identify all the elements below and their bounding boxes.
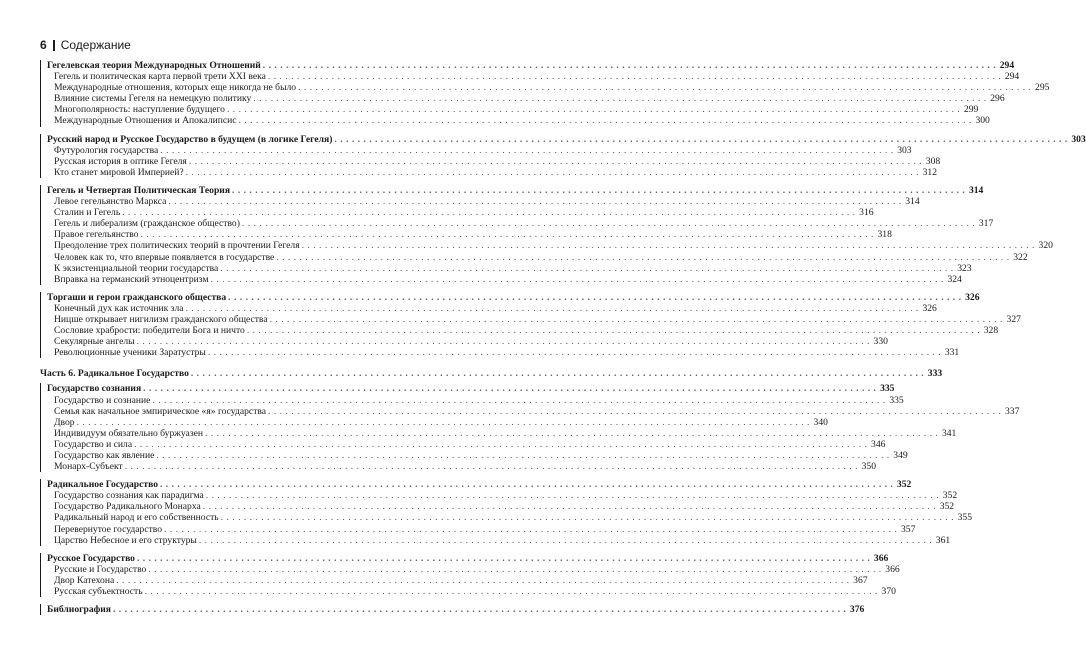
entry-page: 335 <box>889 394 904 406</box>
leader-dots <box>208 347 941 358</box>
leader-dots <box>205 428 938 439</box>
bibliography-block <box>40 604 865 616</box>
leader-dots <box>160 145 893 156</box>
leader-dots <box>168 196 901 207</box>
entry-page: 295 <box>1035 82 1050 94</box>
section-entry[interactable] <box>47 313 1021 325</box>
chapter-group <box>40 291 1021 359</box>
leader-dots <box>263 60 996 71</box>
entry-page: 294 <box>999 60 1015 71</box>
entry-page: 317 <box>978 218 994 230</box>
leader-dots <box>253 93 986 104</box>
bibliography-title: Библиография <box>47 604 111 616</box>
entry-title: Монарх-Субъект <box>54 461 123 473</box>
entry-title: Гегель и политическая карта первой трети XXI века <box>54 71 266 83</box>
entry-title: Радикальное Государство <box>47 479 158 491</box>
leader-dots <box>268 406 1001 417</box>
entry-title: Государство Радикального Монарха <box>54 501 201 513</box>
entry-title: Русский народ и Русское Государство в будущем (в логике Гегеля) <box>47 133 333 145</box>
leader-dots <box>247 325 980 336</box>
leader-dots <box>145 586 878 597</box>
entry-page: 335 <box>880 383 895 395</box>
entry-page: 326 <box>922 302 937 314</box>
leader-dots <box>189 156 922 167</box>
entry-page: 361 <box>935 534 951 546</box>
section-entry[interactable] <box>47 523 916 535</box>
entry-title: Государство сознания как парадигма <box>54 490 204 502</box>
leader-dots <box>125 461 858 472</box>
entry-page: 366 <box>873 552 889 564</box>
entry-title: Радикальный народ и его собственность <box>54 512 219 524</box>
entry-title: Человек как то, что впервые появляется в государстве <box>54 251 275 263</box>
leader-dots <box>232 185 965 196</box>
entry-title: Вправка на германский этноцентризм <box>54 273 209 285</box>
section-entry[interactable] <box>47 196 920 208</box>
leader-dots <box>116 575 849 586</box>
section-entry[interactable] <box>47 104 979 116</box>
section-entry[interactable] <box>47 347 960 359</box>
chapter-block <box>40 383 1020 473</box>
chapter-groups <box>40 60 1086 359</box>
leader-dots <box>302 240 1035 251</box>
entry-page: 352 <box>896 479 912 491</box>
leader-dots <box>334 134 1067 145</box>
table-of-contents <box>40 60 1086 616</box>
entry-title: Государство сознания <box>47 383 142 395</box>
entry-title: Государство и сознание <box>54 394 151 406</box>
leader-dots <box>239 115 972 126</box>
entry-title: Секулярные ангелы <box>54 336 135 348</box>
section-entry[interactable] <box>47 155 941 167</box>
entry-title: Гегель и либерализм (гражданское общество) <box>54 218 240 230</box>
section-entry[interactable] <box>47 450 908 461</box>
entry-title: Перевернутое государство <box>54 523 163 535</box>
leader-dots <box>143 383 876 394</box>
chapter-entry[interactable] <box>47 184 984 196</box>
entry-page: 323 <box>957 262 972 274</box>
entry-title: Конечный дух как источник зла <box>54 302 184 314</box>
header-divider <box>53 40 55 51</box>
leader-dots <box>220 263 953 274</box>
section-entry[interactable] <box>47 229 892 241</box>
entry-title: Семья как начальное эмпирическое «я» государства <box>54 405 267 417</box>
entry-page: 341 <box>941 427 957 439</box>
entry-title: Индивидуум обязательно буржуазен <box>54 427 204 439</box>
page-number: 6 <box>40 38 47 52</box>
section-entry[interactable] <box>47 586 896 598</box>
entry-page: 340 <box>813 416 828 428</box>
section-entry[interactable] <box>47 427 957 439</box>
entry-title: Правое гегельянство <box>54 229 139 241</box>
entry-page: 320 <box>1038 240 1053 252</box>
leader-dots <box>137 553 870 564</box>
leader-dots <box>228 292 961 303</box>
entry-title: Сословие храбрости: победители Бога и ничто <box>54 325 245 337</box>
leader-dots <box>221 512 954 523</box>
entry-page: 330 <box>873 336 888 348</box>
entry-title: К экзистенциальной теории государства <box>54 262 219 274</box>
leader-dots <box>199 535 932 546</box>
section-entry[interactable] <box>47 93 1005 105</box>
entry-title: Ницше открывает нигилизм гражданского общества <box>54 313 268 325</box>
section-entry[interactable] <box>47 251 1028 263</box>
entry-page: 324 <box>947 273 962 285</box>
leader-dots <box>122 207 855 218</box>
chapter-entry[interactable] <box>47 552 889 564</box>
entry-title: Многополярность: наступление будущего <box>54 104 225 116</box>
entry-title: Царство Небесное и его структуры <box>54 534 197 546</box>
chapter-entry[interactable] <box>47 479 912 491</box>
chapter-group <box>40 383 1020 473</box>
chapter-entry[interactable] <box>47 133 1086 145</box>
entry-page: 314 <box>905 196 920 208</box>
leader-dots <box>113 604 846 615</box>
chapter-group <box>40 133 1086 178</box>
entry-page: 322 <box>1013 251 1028 263</box>
leader-dots <box>227 104 960 115</box>
section-entry[interactable] <box>47 240 1053 252</box>
section-entry[interactable] <box>47 512 972 524</box>
chapter-block <box>40 479 972 546</box>
leader-dots <box>186 167 919 178</box>
entry-page: 355 <box>957 512 972 524</box>
entry-page: 294 <box>1004 71 1020 83</box>
leader-dots <box>276 252 1009 263</box>
section-entry[interactable] <box>47 144 912 156</box>
leader-dots <box>268 71 1001 82</box>
section-entry[interactable] <box>47 336 888 348</box>
entry-title: Русские и Государство <box>54 563 147 575</box>
entry-title: Международные отношения, которых еще никогда не было <box>54 82 297 94</box>
chapter-block <box>40 60 1050 127</box>
entry-title: Футурология государства <box>54 144 159 156</box>
entry-title: Двор <box>54 416 75 428</box>
chapter-group <box>40 60 1050 127</box>
entry-page: 352 <box>939 501 955 513</box>
section-entry[interactable] <box>47 207 874 219</box>
part-title: Часть 6. Радикальное Государство <box>40 368 189 380</box>
section-entry[interactable] <box>47 325 999 337</box>
entry-page: 328 <box>983 325 999 337</box>
leader-dots <box>156 450 889 461</box>
entry-title: Торгаши и герои гражданского общества <box>47 291 227 303</box>
section-entry[interactable] <box>47 405 1020 417</box>
page-header <box>40 38 131 52</box>
section-entry[interactable] <box>47 534 951 546</box>
entry-title: Русская субъектность <box>54 586 143 598</box>
entry-page: 314 <box>968 184 984 196</box>
entry-title: Двор Катехона <box>54 574 115 586</box>
section-entry[interactable] <box>47 273 962 285</box>
chapter-group <box>40 184 1053 285</box>
leader-dots <box>186 303 919 314</box>
section-entry[interactable] <box>47 563 900 575</box>
entry-page: 337 <box>1004 405 1020 417</box>
entry-page: 352 <box>942 490 958 502</box>
entry-page: 303 <box>1071 133 1086 145</box>
entry-page: 296 <box>990 93 1005 105</box>
section-entry[interactable] <box>47 82 1050 94</box>
chapter-group <box>40 552 900 598</box>
chapter-block <box>40 184 1053 285</box>
entry-page: 349 <box>893 450 908 461</box>
chapter-block <box>40 291 1021 359</box>
entry-page: 346 <box>871 438 886 450</box>
entry-title: Русское Государство <box>47 552 135 564</box>
chapter-group <box>40 479 972 546</box>
section-entry[interactable] <box>47 71 1020 83</box>
entry-page: 357 <box>900 523 916 535</box>
section-entry[interactable] <box>47 461 876 473</box>
section-entry[interactable] <box>47 416 828 428</box>
leader-dots <box>203 501 936 512</box>
leader-dots <box>134 439 867 450</box>
leader-dots <box>298 82 1031 93</box>
entry-page: 327 <box>1006 313 1021 325</box>
section-entry[interactable] <box>47 394 904 406</box>
leader-dots <box>206 490 939 501</box>
section-entry[interactable] <box>47 218 994 230</box>
leader-dots <box>191 368 924 379</box>
leader-dots <box>148 564 881 575</box>
section-entry[interactable] <box>47 166 937 178</box>
entry-page: 300 <box>975 115 990 127</box>
section-entry[interactable] <box>47 262 972 274</box>
entry-page: 299 <box>963 104 979 116</box>
entry-title: Революционные ученики Заратустры <box>54 347 206 359</box>
entry-title: Левое гегельянство Маркса <box>54 196 167 208</box>
entry-title: Гегель и Четвертая Политическая Теория <box>47 184 231 196</box>
entry-page: 350 <box>861 461 876 473</box>
entry-page: 366 <box>885 563 900 575</box>
page-title: Содержание <box>60 38 131 52</box>
chapter-block <box>40 133 1086 178</box>
entry-page: 316 <box>859 207 874 219</box>
entry-title: Государство как явление <box>54 450 155 461</box>
entry-title: Кто станет мировой Империей? <box>54 166 184 178</box>
section-entry[interactable] <box>47 574 868 586</box>
entry-page: 303 <box>897 144 912 156</box>
entry-title: Влияние системы Гегеля на немецкую политику <box>54 93 252 105</box>
part-page: 333 <box>927 368 943 380</box>
part-chapter-groups <box>40 383 1020 598</box>
chapter-entry[interactable] <box>47 383 895 395</box>
entry-page: 367 <box>853 574 868 586</box>
entry-page: 326 <box>965 291 980 303</box>
chapter-block <box>40 552 900 598</box>
entry-page: 370 <box>881 586 896 598</box>
entry-page: 312 <box>922 166 937 178</box>
bibliography-page: 376 <box>849 604 865 616</box>
leader-dots <box>137 336 870 347</box>
bibliography-group <box>40 604 865 616</box>
leader-dots <box>152 395 885 406</box>
leader-dots <box>242 218 975 229</box>
entry-title: Русская история в оптике Гегеля <box>54 155 187 167</box>
section-entry[interactable] <box>47 115 990 127</box>
section-entry[interactable] <box>47 501 955 513</box>
leader-dots <box>164 524 897 535</box>
entry-title: Международные Отношения и Апокалипсис <box>54 115 237 127</box>
chapter-entry[interactable] <box>47 291 980 303</box>
entry-title: Сталин и Гегель <box>54 207 121 219</box>
entry-title: Гегелевская теория Международных Отношений <box>47 60 261 71</box>
entry-page: 331 <box>944 347 960 359</box>
leader-dots <box>211 274 944 285</box>
leader-dots <box>270 314 1003 325</box>
entry-page: 308 <box>925 155 941 167</box>
entry-title: Преодоление трех политических теорий в прочтении Гегеля <box>54 240 300 252</box>
leader-dots <box>141 229 874 240</box>
chapter-entry[interactable] <box>47 60 1015 71</box>
leader-dots <box>160 479 893 490</box>
section-entry[interactable] <box>47 302 937 314</box>
part-heading[interactable] <box>40 368 943 380</box>
entry-page: 318 <box>877 229 892 241</box>
section-entry[interactable] <box>47 438 886 450</box>
entry-title: Государство и сила <box>54 438 133 450</box>
bibliography-entry[interactable] <box>47 604 865 616</box>
section-entry[interactable] <box>47 490 958 502</box>
leader-dots <box>77 417 810 428</box>
